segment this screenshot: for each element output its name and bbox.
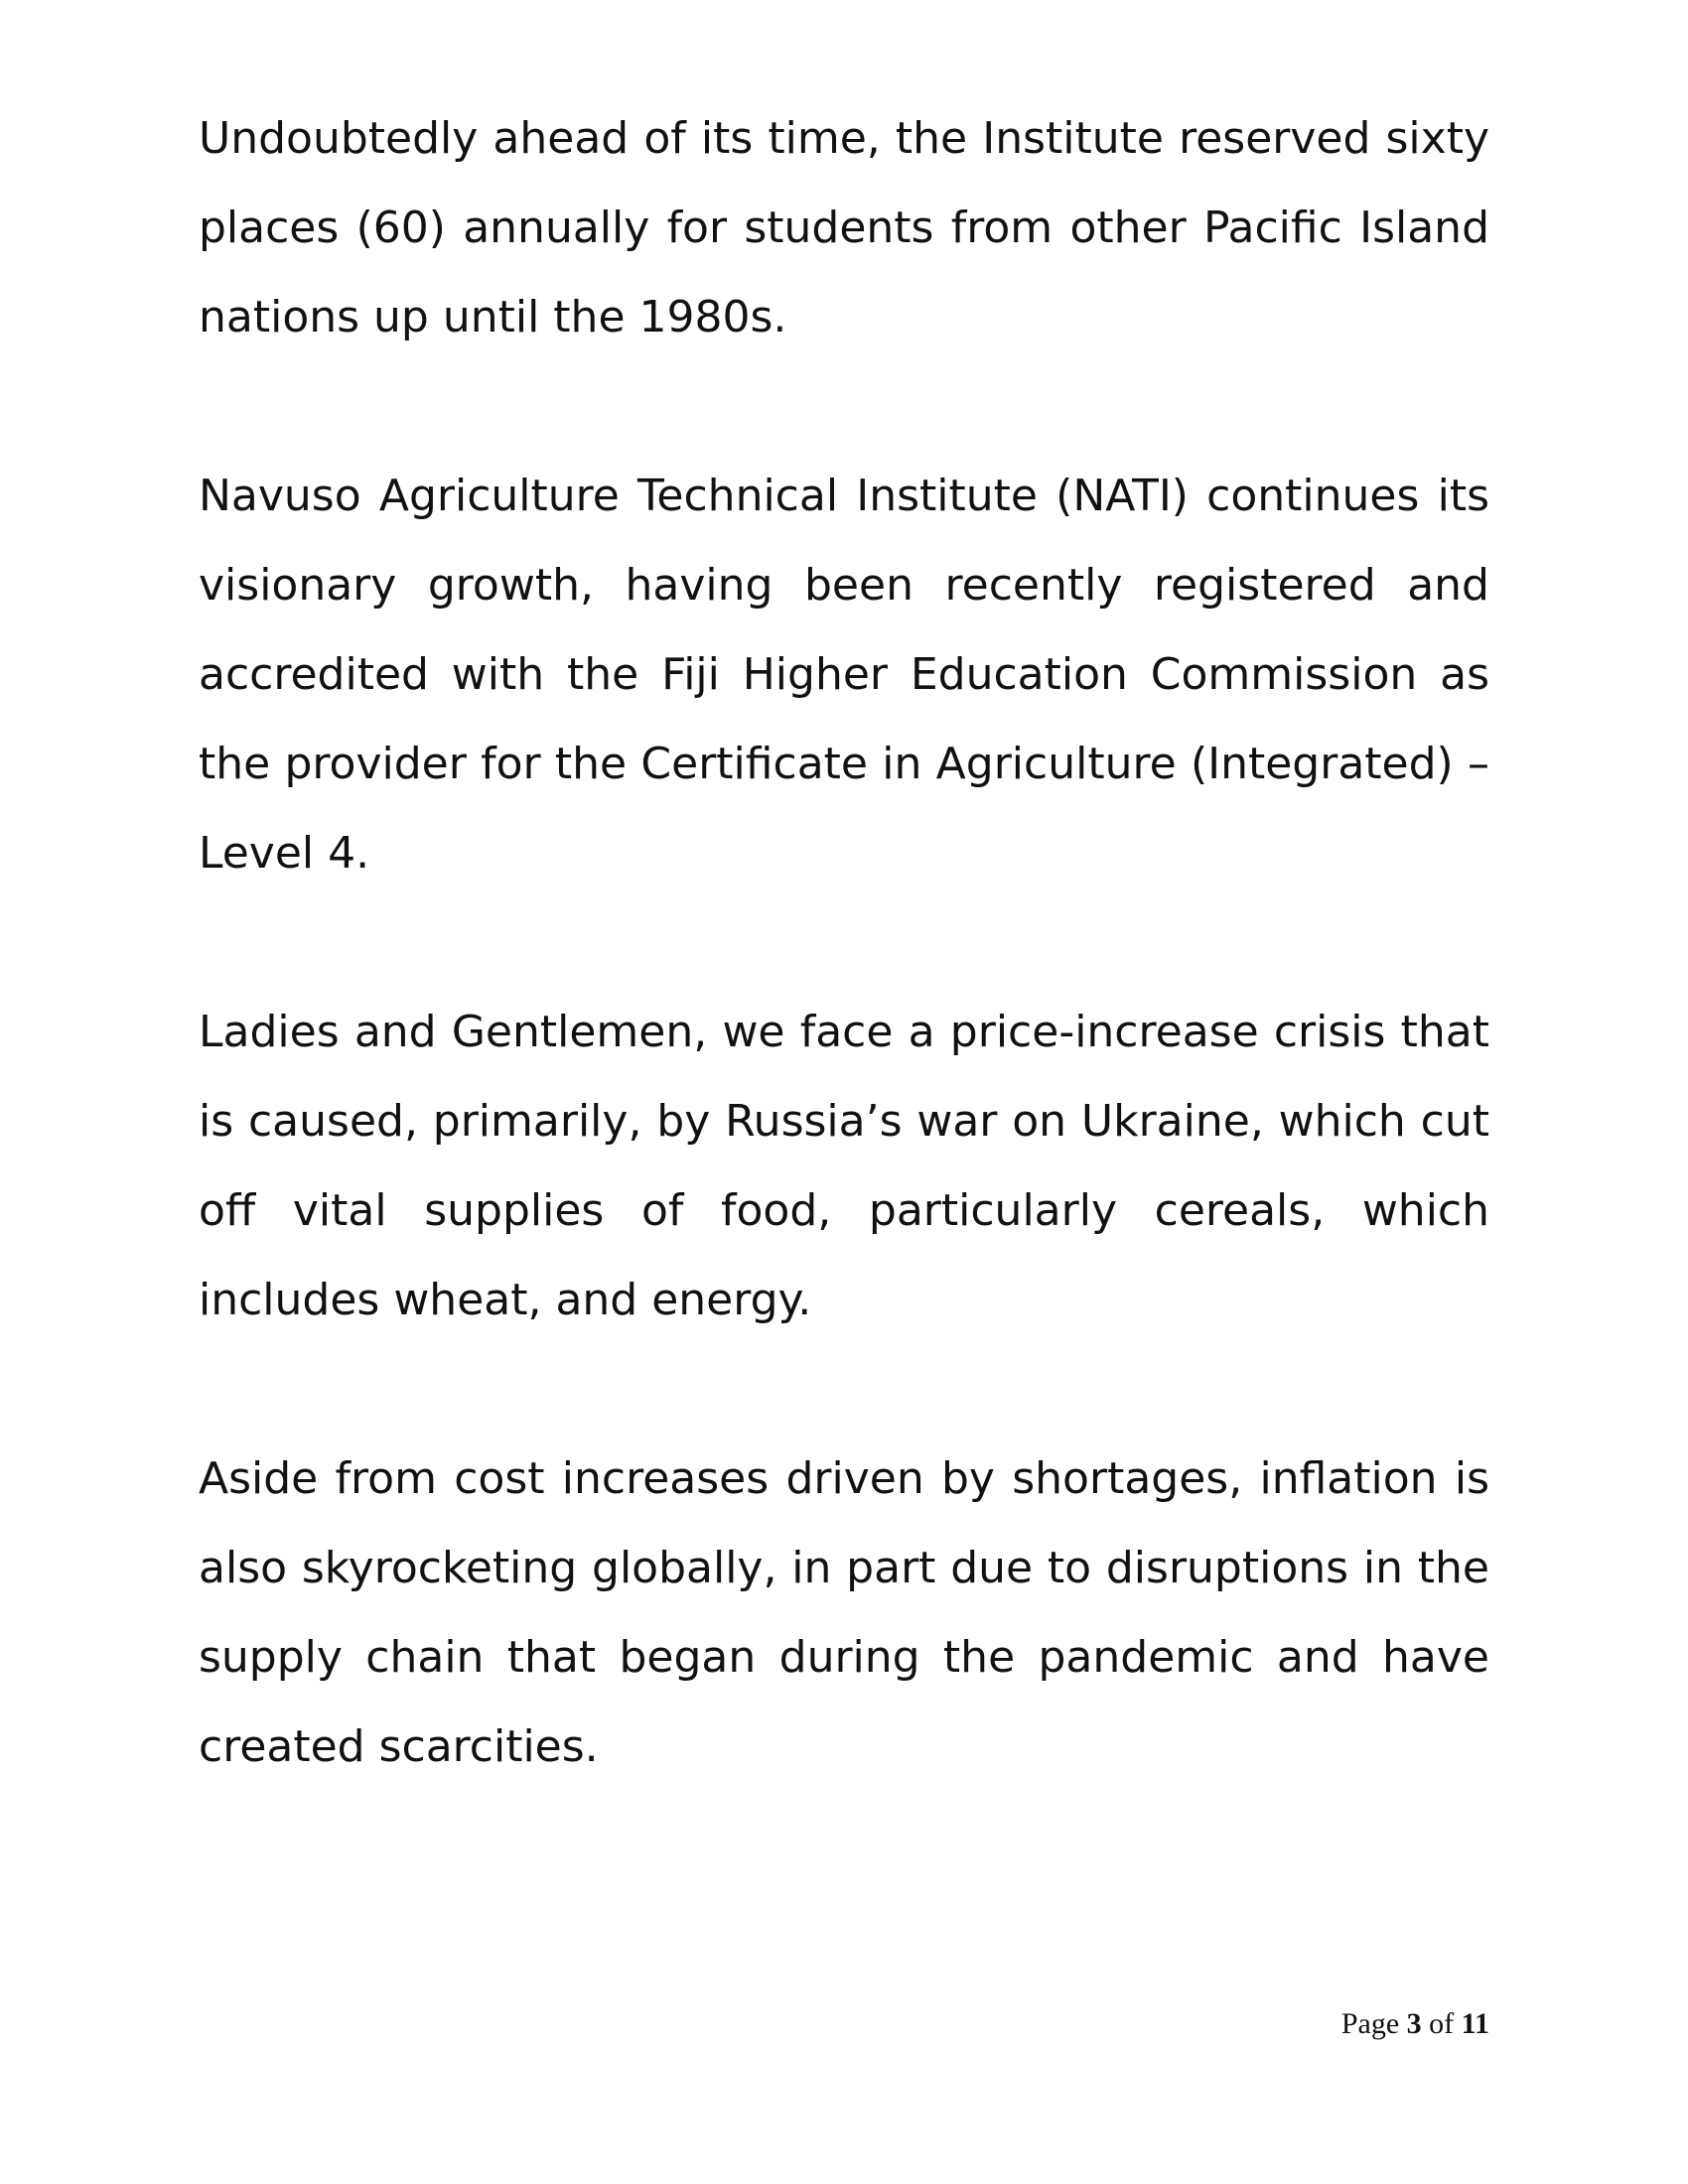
of-word: of [1429,2007,1455,2040]
paragraph-4: Aside from cost increases driven by shortages, inflation is also skyrocketing globally, in part due to disruptions in the supply chain that began during the pandemic and have created scarcities. [199,1453,1489,1772]
total-pages-number: 11 [1461,2007,1489,2040]
page-number-footer [1341,2007,1489,2041]
paragraph-1: Undoubtedly ahead of its time, the Institute reserved sixty places (60) annually for students from other Pacific Island nations up until the 1980s. [199,113,1489,342]
current-page-number: 3 [1406,2007,1422,2040]
document-body [199,94,1489,1792]
page-word: Page [1340,2007,1400,2040]
paragraph-2: Navuso Agriculture Technical Institute (NATI) continues its visionary growth, having been recently registered and accredited with the Fiji Higher Education Commission as the provider for the Certificate in Agriculture (Integrated) – Level 4. [199,471,1489,879]
paragraph-3: Ladies and Gentlemen, we face a price-increase crisis that is caused, primarily, by Russia’s war on Ukraine, which cut off vital supplies of food, particularly cereals, which includes wheat, and energy. [199,1007,1489,1325]
